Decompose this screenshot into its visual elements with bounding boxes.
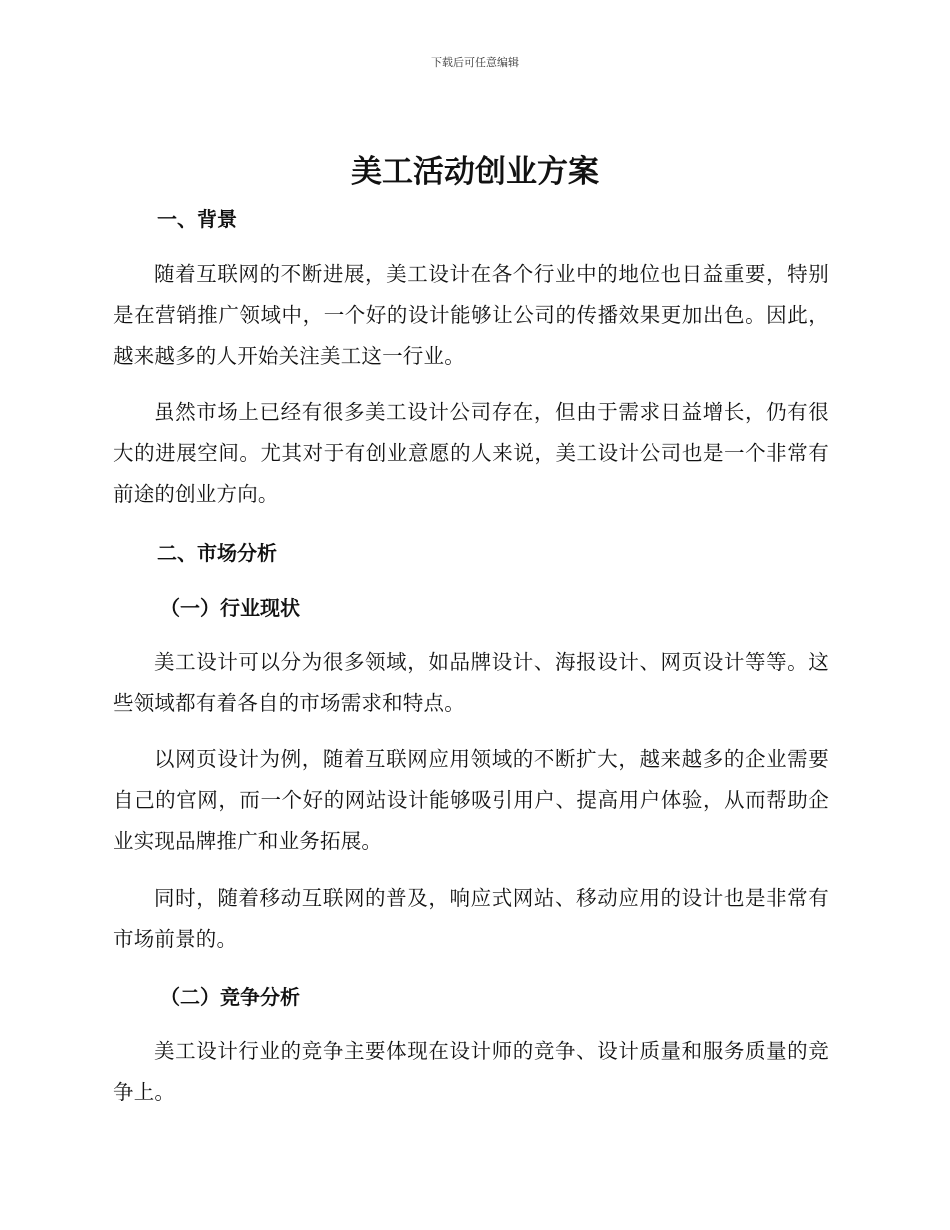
paragraph: 同时，随着移动互联网的普及，响应式网站、移动应用的设计也是非常有市场前景的。 bbox=[113, 886, 829, 951]
section-heading-background: 一、背景 bbox=[157, 207, 237, 231]
document-title: 美工活动创业方案 bbox=[351, 154, 599, 190]
paragraph: 虽然市场上已经有很多美工设计公司存在，但由于需求日益增长，仍有很大的进展空间。尤其对于有创业意愿的人来说，美工设计公司也是一个非常有前途的创业方向。 bbox=[113, 400, 829, 506]
paragraph: 美工设计行业的竞争主要体现在设计师的竞争、设计质量和服务质量的竞争上。 bbox=[113, 1039, 829, 1104]
paragraph: 美工设计可以分为很多领域，如品牌设计、海报设计、网页设计等等。这些领域都有着各自的市场需求和特点。 bbox=[113, 650, 829, 715]
subsection-heading-industry-status: （一）行业现状 bbox=[160, 596, 300, 620]
paragraph: 以网页设计为例，随着互联网应用领域的不断扩大，越来越多的企业需要自己的官网，而一个好的网站设计能够吸引用户、提高用户体验，从而帮助企业实现品牌推广和业务拓展。 bbox=[113, 747, 829, 853]
page-header-note: 下载后可任意编辑 bbox=[431, 56, 519, 69]
section-heading-market-analysis: 二、市场分析 bbox=[157, 541, 277, 565]
paragraph: 随着互联网的不断进展，美工设计在各个行业中的地位也日益重要，特别是在营销推广领域中，一个好的设计能够让公司的传播效果更加出色。因此，越来越多的人开始关注美工这一行业。 bbox=[113, 262, 829, 368]
subsection-heading-competition-analysis: （二）竞争分析 bbox=[160, 985, 300, 1009]
